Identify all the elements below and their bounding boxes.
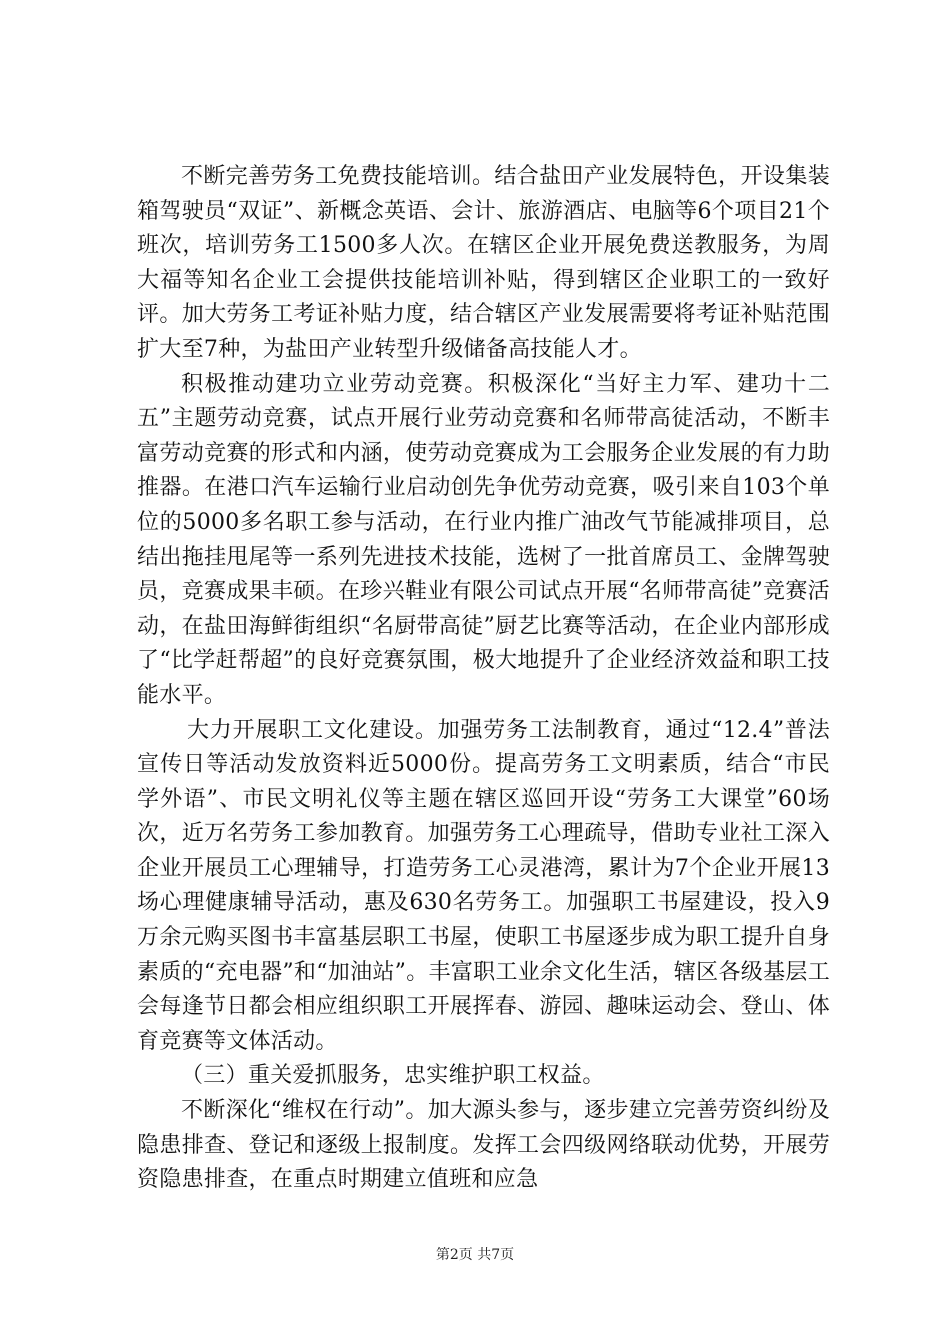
document-body: [137, 160, 830, 1198]
paragraph-worker-culture: 大力开展职工文化建设。加强劳务工法制教育，通过“12.4”普法宣传日等活动发放资料近5000份。提高劳务工文明素质，结合“市民学外语”、市民文明礼仪等主题在辖区巡回开设“劳务工大课堂”60场次，近万名劳务工参加教育。加强劳务工心理疏导，借助专业社工深入企业开展员工心理辅导，打造劳务工心灵港湾，累计为7个企业开展13场心理健康辅导活动，惠及630名劳务工。加强职工书屋建设，投入9万余元购买图书丰富基层职工书屋，使职工书屋逐步成为职工提升自身素质的“充电器”和“加油站”。丰富职工业余文化生活，辖区各级基层工会每逢节日都会相应组织职工开展挥春、游园、趣味运动会、登山、体育竞赛等文体活动。: [137, 717, 830, 1054]
paragraph-skills-training: 不断完善劳务工免费技能培训。结合盐田产业发展特色，开设集装箱驾驶员“双证”、新概念英语、会计、旅游酒店、电脑等6个项目21个班次，培训劳务工1500多人次。在辖区企业开展免费送教服务，为周大福等知名企业工会提供技能培训补贴，得到辖区企业职工的一致好评。加大劳务工考证补贴力度，结合辖区产业发展需要将考证补贴范围扩大至7种，为盐田产业转型升级储备高技能人才。: [137, 164, 830, 362]
section-heading-rights: （三）重关爱抓服务，忠实维护职工权益。: [181, 1063, 605, 1089]
paragraph-rights-action: 不断深化“维权在行动”。加大源头参与，逐步建立完善劳资纠纷及隐患排查、登记和逐级上报制度。发挥工会四级网络联动优势，开展劳资隐患排查，在重点时期建立值班和应急: [137, 1098, 830, 1193]
page-number-footer: 第2页 共7页: [435, 1247, 515, 1263]
paragraph-labor-competition: 积极推动建功立业劳动竞赛。积极深化“当好主力军、建功十二五”主题劳动竞赛，试点开展行业劳动竞赛和名师带高徒活动，不断丰富劳动竞赛的形式和内涵，使劳动竞赛成为工会服务企业发展的有力助推器。在港口汽车运输行业启动创先争优劳动竞赛，吸引来自103个单位的5000多名职工参与活动，在行业内推广油改气节能减排项目，总结出拖挂甩尾等一系列先进技术技能，选树了一批首席员工、金牌驾驶员，竞赛成果丰硕。在珍兴鞋业有限公司试点开展“名师带高徒”竞赛活动，在盐田海鲜街组织“名厨带高徒”厨艺比赛等活动，在企业内部形成了“比学赶帮超”的良好竞赛氛围，极大地提升了企业经济效益和职工技能水平。: [137, 371, 830, 708]
